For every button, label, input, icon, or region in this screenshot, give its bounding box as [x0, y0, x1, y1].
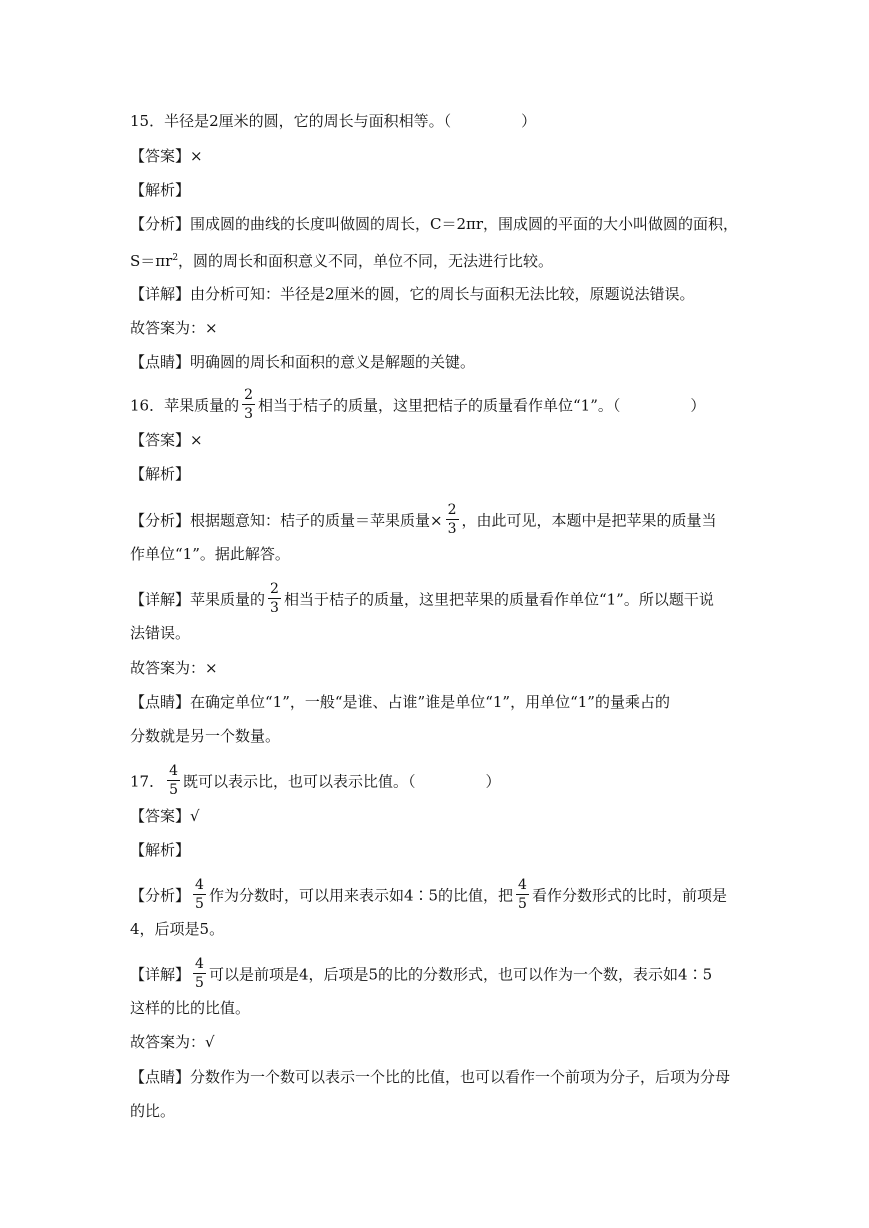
q15-xiangjie: 【详解】由分析可知：半径是2厘米的圆，它的周长与面积无法比较，原题说法错误。: [130, 285, 695, 303]
q16-dianjing-line1: 【点睛】在确定单位“1”，一般“是谁、占谁”谁是单位“1”，用单位“1”的量乘占的: [130, 693, 670, 711]
q17-dianjing-line2: 的比。: [130, 1102, 176, 1120]
q17-dianjing-line1: 【点睛】分数作为一个数可以表示一个比的比值，也可以看作一个前项为分子，后项为分母: [130, 1068, 731, 1086]
fraction-4-5: $\frac{4}{5}$: [195, 877, 204, 912]
fraction-2-3: $\frac{2}{3}$: [244, 387, 254, 422]
q17-xiangjie-line2: 这样的比的比值。: [130, 999, 251, 1017]
q17-fenxi-line2: 4，后项是5。: [130, 920, 225, 938]
q16-answer: 【答案】×: [130, 431, 203, 449]
fraction-2-3: $\frac{2}{3}$: [270, 581, 279, 616]
fraction-4-5: $\frac{4}{5}$: [518, 877, 527, 912]
q17-xiangjie-line1: 【详解】 $\frac{4}{5}$ 可以是前项是4，后项是5的比的分数形式，也可以作为一个数，表示如4∶5: [130, 956, 713, 991]
q15-stem: 15．半径是2厘米的圆，它的周长与面积相等。（ ）: [130, 112, 537, 130]
q16-xiangjie-line1: 【详解】苹果质量的 $\frac{2}{3}$ 相当于桔子的质量，这里把苹果的质量看作单位“1”。所以题干说: [130, 581, 714, 616]
q15-fenxi-line1: 【分析】围成圆的曲线的长度叫做圆的周长，C＝2πr，围成圆的平面的大小叫做圆的面积，: [130, 215, 739, 233]
q15-fenxi-line2: $S=\pi r^2$，圆的周长和面积意义不同，单位不同，无法进行比较。: [130, 252, 554, 270]
q17-stem: 17． $\frac{4}{5}$ 既可以表示比，也可以表示比值。（ ）: [130, 763, 501, 798]
fraction-2-3: $\frac{2}{3}$: [447, 502, 457, 537]
q16-dianjing-line2: 分数就是另一个数量。: [130, 727, 281, 745]
q15-dianjing: 【点睛】明确圆的周长和面积的意义是解题的关键。: [130, 353, 476, 371]
q16-jiexi: 【解析】: [130, 465, 191, 483]
q16-fenxi-line2: 作单位“1”。据此解答。: [130, 545, 290, 563]
q16-fenxi-line1: 【分析】根据题意知：桔子的质量＝苹果质量× $\frac{2}{3}$ ，由此可见，本题中是把苹果的质量当: [130, 502, 717, 537]
q16-answer-is: 故答案为：×: [130, 659, 218, 677]
q15-jiexi: 【解析】: [130, 181, 191, 199]
fraction-4-5: $\frac{4}{5}$: [169, 763, 179, 798]
q16-xiangjie-line2: 法错误。: [130, 624, 191, 642]
q17-answer-is: 故答案为：√: [130, 1033, 215, 1051]
q17-answer: 【答案】√: [130, 807, 200, 825]
fraction-4-5: $\frac{4}{5}$: [195, 956, 204, 991]
q15-answer: 【答案】×: [130, 147, 203, 165]
q15-answer-is: 故答案为：×: [130, 319, 218, 337]
q17-jiexi: 【解析】: [130, 841, 191, 859]
q17-fenxi-line1: 【分析】 $\frac{4}{5}$ 作为分数时，可以用来表示如4∶5的比值，把 $\frac{4}{5}$ 看作分数形式的比时，前项是: [130, 877, 727, 912]
q16-stem: 16．苹果质量的 $\frac{2}{3}$ 相当于桔子的质量，这里把桔子的质量看作单位“1”。（ ）: [130, 387, 706, 422]
